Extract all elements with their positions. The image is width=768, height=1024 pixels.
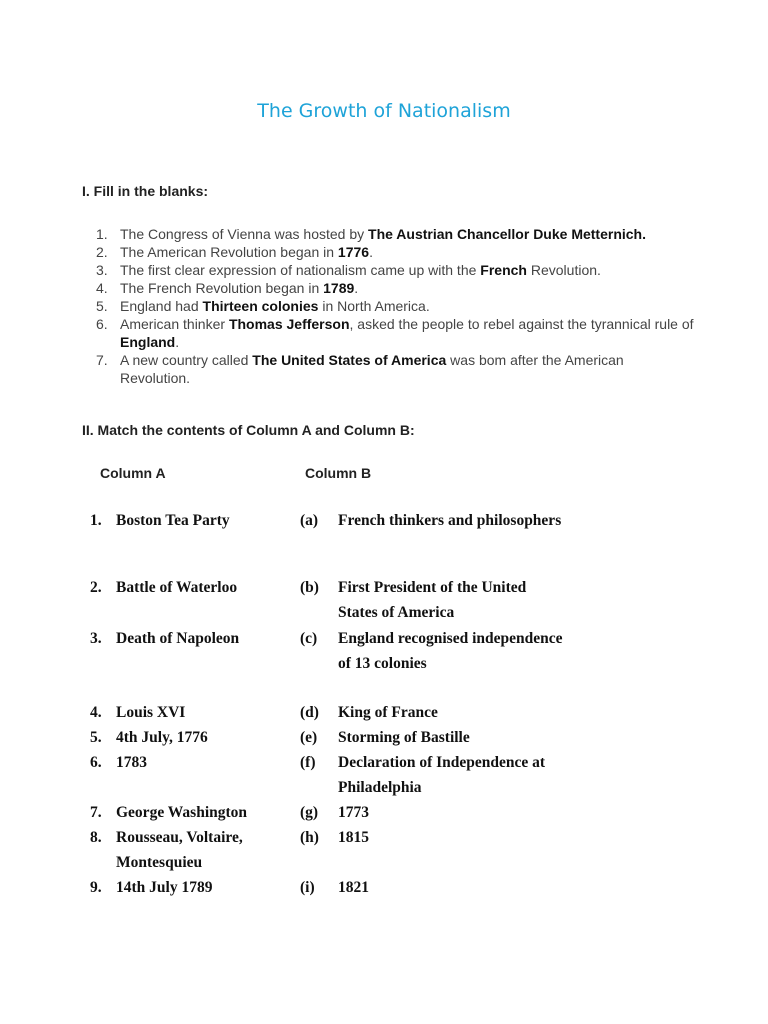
column-a-item: Boston Tea Party (116, 512, 230, 529)
column-a-item: 4th July, 1776 (116, 729, 208, 746)
column-a-item: Death of Napoleon (116, 630, 240, 647)
column-b-item: 1773 (338, 804, 369, 821)
match-table (90, 508, 570, 900)
column-b-header: Column B (305, 465, 372, 481)
match-row: 4. Louis XVI (d) King of France (90, 700, 570, 725)
column-b-item: First President of the United States of America (338, 579, 527, 621)
column-b-letter: (h) (300, 829, 319, 846)
list-item: 1. The Congress of Vienna was hosted by The Austrian Chancellor Duke Metternich. (96, 226, 646, 242)
column-b-item: 1821 (338, 879, 369, 896)
list-item: 4. The French Revolution began in 1789. (96, 280, 359, 296)
match-row: 8. Rousseau, Voltaire, Montesquieu (h) 1815 (90, 825, 570, 875)
column-a-item: 14th July 1789 (116, 879, 213, 896)
column-b-item: King of France (338, 704, 438, 721)
match-row: 5. 4th July, 1776 (e) Storming of Bastille (90, 725, 570, 750)
list-item: 6. American thinker Thomas Jefferson, asked the people to rebel against the tyrannical rule of England. (96, 316, 694, 350)
column-b-letter: (b) (300, 579, 319, 596)
column-b-letter: (f) (300, 754, 316, 771)
column-b-item: Storming of Bastille (338, 729, 470, 746)
match-row: 7. George Washington (g) 1773 (90, 800, 570, 825)
column-a-item: Battle of Waterloo (116, 579, 238, 596)
match-row: 3. Death of Napoleon (c) England recognised independence of 13 colonies (90, 626, 570, 700)
column-b-letter: (d) (300, 704, 319, 721)
column-b-item: French thinkers and philosophers (338, 512, 562, 529)
column-a-item: 1783 (116, 754, 147, 771)
match-row: 6. 1783 (f) Declaration of Independence at Philadelphia (90, 750, 570, 800)
column-b-letter: (c) (300, 630, 318, 647)
section-match-heading: II. Match the contents of Column A and Column B: (82, 422, 415, 438)
section-fill-blanks-heading: I. Fill in the blanks: (82, 183, 209, 199)
column-a-item: George Washington (116, 804, 248, 821)
column-b-letter: (i) (300, 879, 315, 896)
list-item: 3. The first clear expression of nationalism came up with the French Revolution. (96, 262, 601, 278)
column-b-item: England recognised independence of 13 colonies (338, 630, 563, 672)
column-a-header: Column A (100, 465, 166, 481)
list-item: 7. A new country called The United States of America was bom after the American Revolution. (96, 352, 624, 386)
match-row: 9. 14th July 1789 (i) 1821 (90, 875, 570, 900)
fill-blanks-list (96, 225, 696, 387)
column-b-item: 1815 (338, 829, 369, 846)
column-b-item: Declaration of Independence at Philadelphia (338, 754, 546, 796)
column-b-letter: (a) (300, 512, 319, 529)
column-a-item: Rousseau, Voltaire, Montesquieu (116, 829, 243, 871)
list-item: 2. The American Revolution began in 1776. (96, 244, 373, 260)
column-a-item: Louis XVI (116, 704, 186, 721)
match-row: 2. Battle of Waterloo (b) First President of the United States of America (90, 575, 570, 626)
list-item: 5. England had Thirteen colonies in North America. (96, 298, 430, 314)
page-title: The Growth of Nationalism (257, 100, 511, 122)
match-row: 1. Boston Tea Party (a) French thinkers and philosophers (90, 508, 570, 575)
column-b-letter: (g) (300, 804, 319, 821)
column-b-letter: (e) (300, 729, 318, 746)
